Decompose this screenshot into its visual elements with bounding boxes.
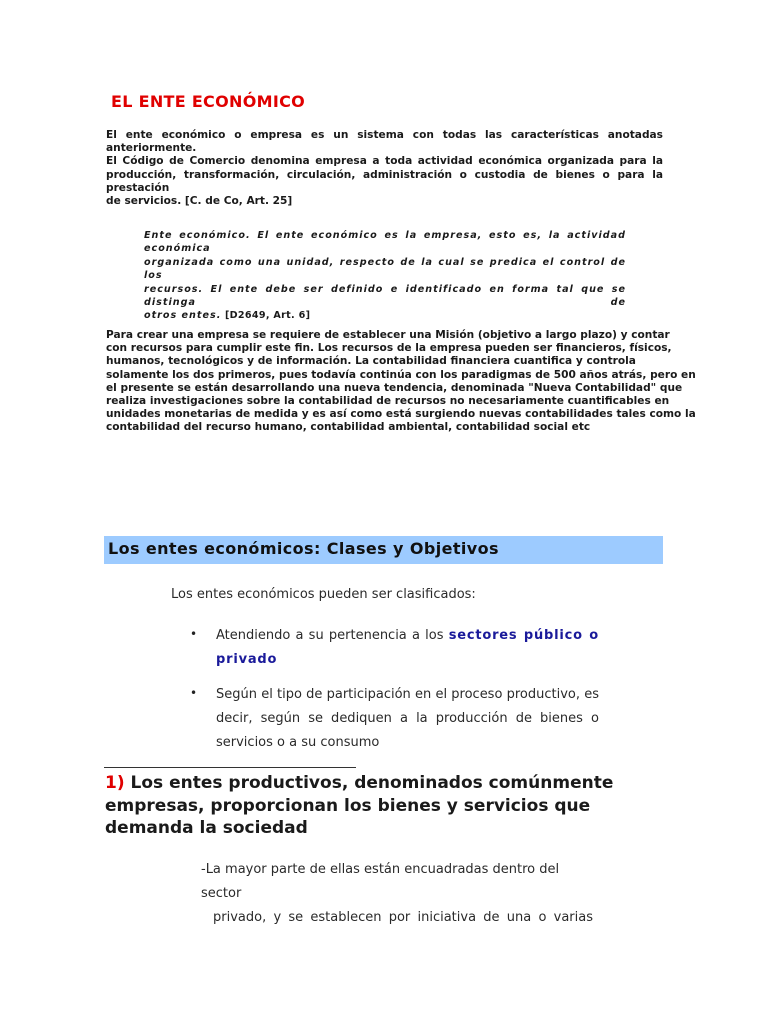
paragraph-line: El Código de Comercio denomina empresa a toda actividad económica organizada para la <box>106 155 663 168</box>
quote-line: otros entes. <box>144 310 222 322</box>
paragraph-line: solamente los dos primeros, pues todavía continúa con los paradigmas de 500 años atrás, pero en <box>106 368 696 381</box>
list-item-line: Según el tipo de participación en el proceso productivo, es <box>216 687 599 702</box>
quote-line: recursos. El ente debe ser definido e identificado en forma tal que se distinga de <box>144 283 626 309</box>
bullet-icon: • <box>190 627 198 641</box>
sector-link[interactable]: sectores público o <box>448 628 599 643</box>
paragraph-line: el presente se están desarrollando una nueva tendencia, denominada "Nueva Contabilidad" que <box>106 381 683 394</box>
paragraph-line: El ente económico o empresa es un sistema con todas las características anotadas anteriormente. <box>106 129 663 155</box>
quote-line: Ente económico. El ente económico es la empresa, esto es, la actividad económica <box>144 230 626 255</box>
divider <box>104 767 356 768</box>
paragraph-line: de servicios. [C. de Co, Art. 25] <box>106 195 293 208</box>
paragraph-line: privado, y se establecen por iniciativa de una o varias <box>213 910 593 925</box>
paragraph-definition <box>106 129 663 208</box>
list-item-line: servicios o a su consumo <box>216 735 380 750</box>
heading-line: empresas, proporcionan los bienes y servicios que <box>105 795 591 816</box>
subheading-productive-entities <box>105 772 645 840</box>
quote-last-line <box>144 309 626 322</box>
paragraph-private-sector <box>201 858 601 930</box>
paragraph-line: -La mayor parte de ellas están encuadradas dentro del sector <box>201 862 560 901</box>
legal-quote <box>144 229 626 323</box>
bullet-icon: • <box>190 686 198 700</box>
paragraph-resources <box>106 329 696 435</box>
paragraph-line: unidades monetarias de medida y es así como está surgiendo nuevas contabilidades tales como la <box>106 408 696 421</box>
section-intro: Los entes económicos pueden ser clasificados: <box>171 587 476 602</box>
page-title: EL ENTE ECONÓMICO <box>111 92 306 111</box>
heading-line <box>105 772 645 795</box>
section-title: Los entes económicos: Clases y Objetivos <box>108 539 499 558</box>
paragraph-line: humanos, tecnológicos y de información. La contabilidad financiera cuantifica y controla <box>106 355 636 368</box>
list-item-line: decir, según se dediquen a la producción de bienes o <box>216 711 599 726</box>
list-item-line <box>216 624 599 648</box>
paragraph-line: realiza investigaciones sobre la contabilidad de recursos no necesariamente cuantificables en <box>106 395 670 408</box>
heading-text: Los entes productivos, denominados comúnmente <box>124 773 614 793</box>
sector-link-continued[interactable]: privado <box>216 652 278 667</box>
quote-citation: [D2649, Art. 6] <box>221 310 311 322</box>
paragraph-line: con recursos para cumplir este fin. Los recursos de la empresa pueden ser financieros, físicos, <box>106 342 672 355</box>
list-item-text: Atendiendo a su pertenencia a los <box>216 628 449 643</box>
heading-line: demanda la sociedad <box>105 818 308 838</box>
quote-line: organizada como una unidad, respecto de la cual se predica el control de los <box>144 256 626 282</box>
list-item-participation <box>216 683 599 755</box>
paragraph-line: Para crear una empresa se requiere de establecer una Misión (objetivo a largo plazo) y contar <box>106 329 670 341</box>
heading-number: 1) <box>105 773 125 793</box>
list-item-sector <box>216 624 599 672</box>
paragraph-line: contabilidad del recurso humano, contabilidad ambiental, contabilidad social etc <box>106 421 591 434</box>
paragraph-line: producción, transformación, circulación, administración o custodia de bienes o para la prestación <box>106 168 663 194</box>
